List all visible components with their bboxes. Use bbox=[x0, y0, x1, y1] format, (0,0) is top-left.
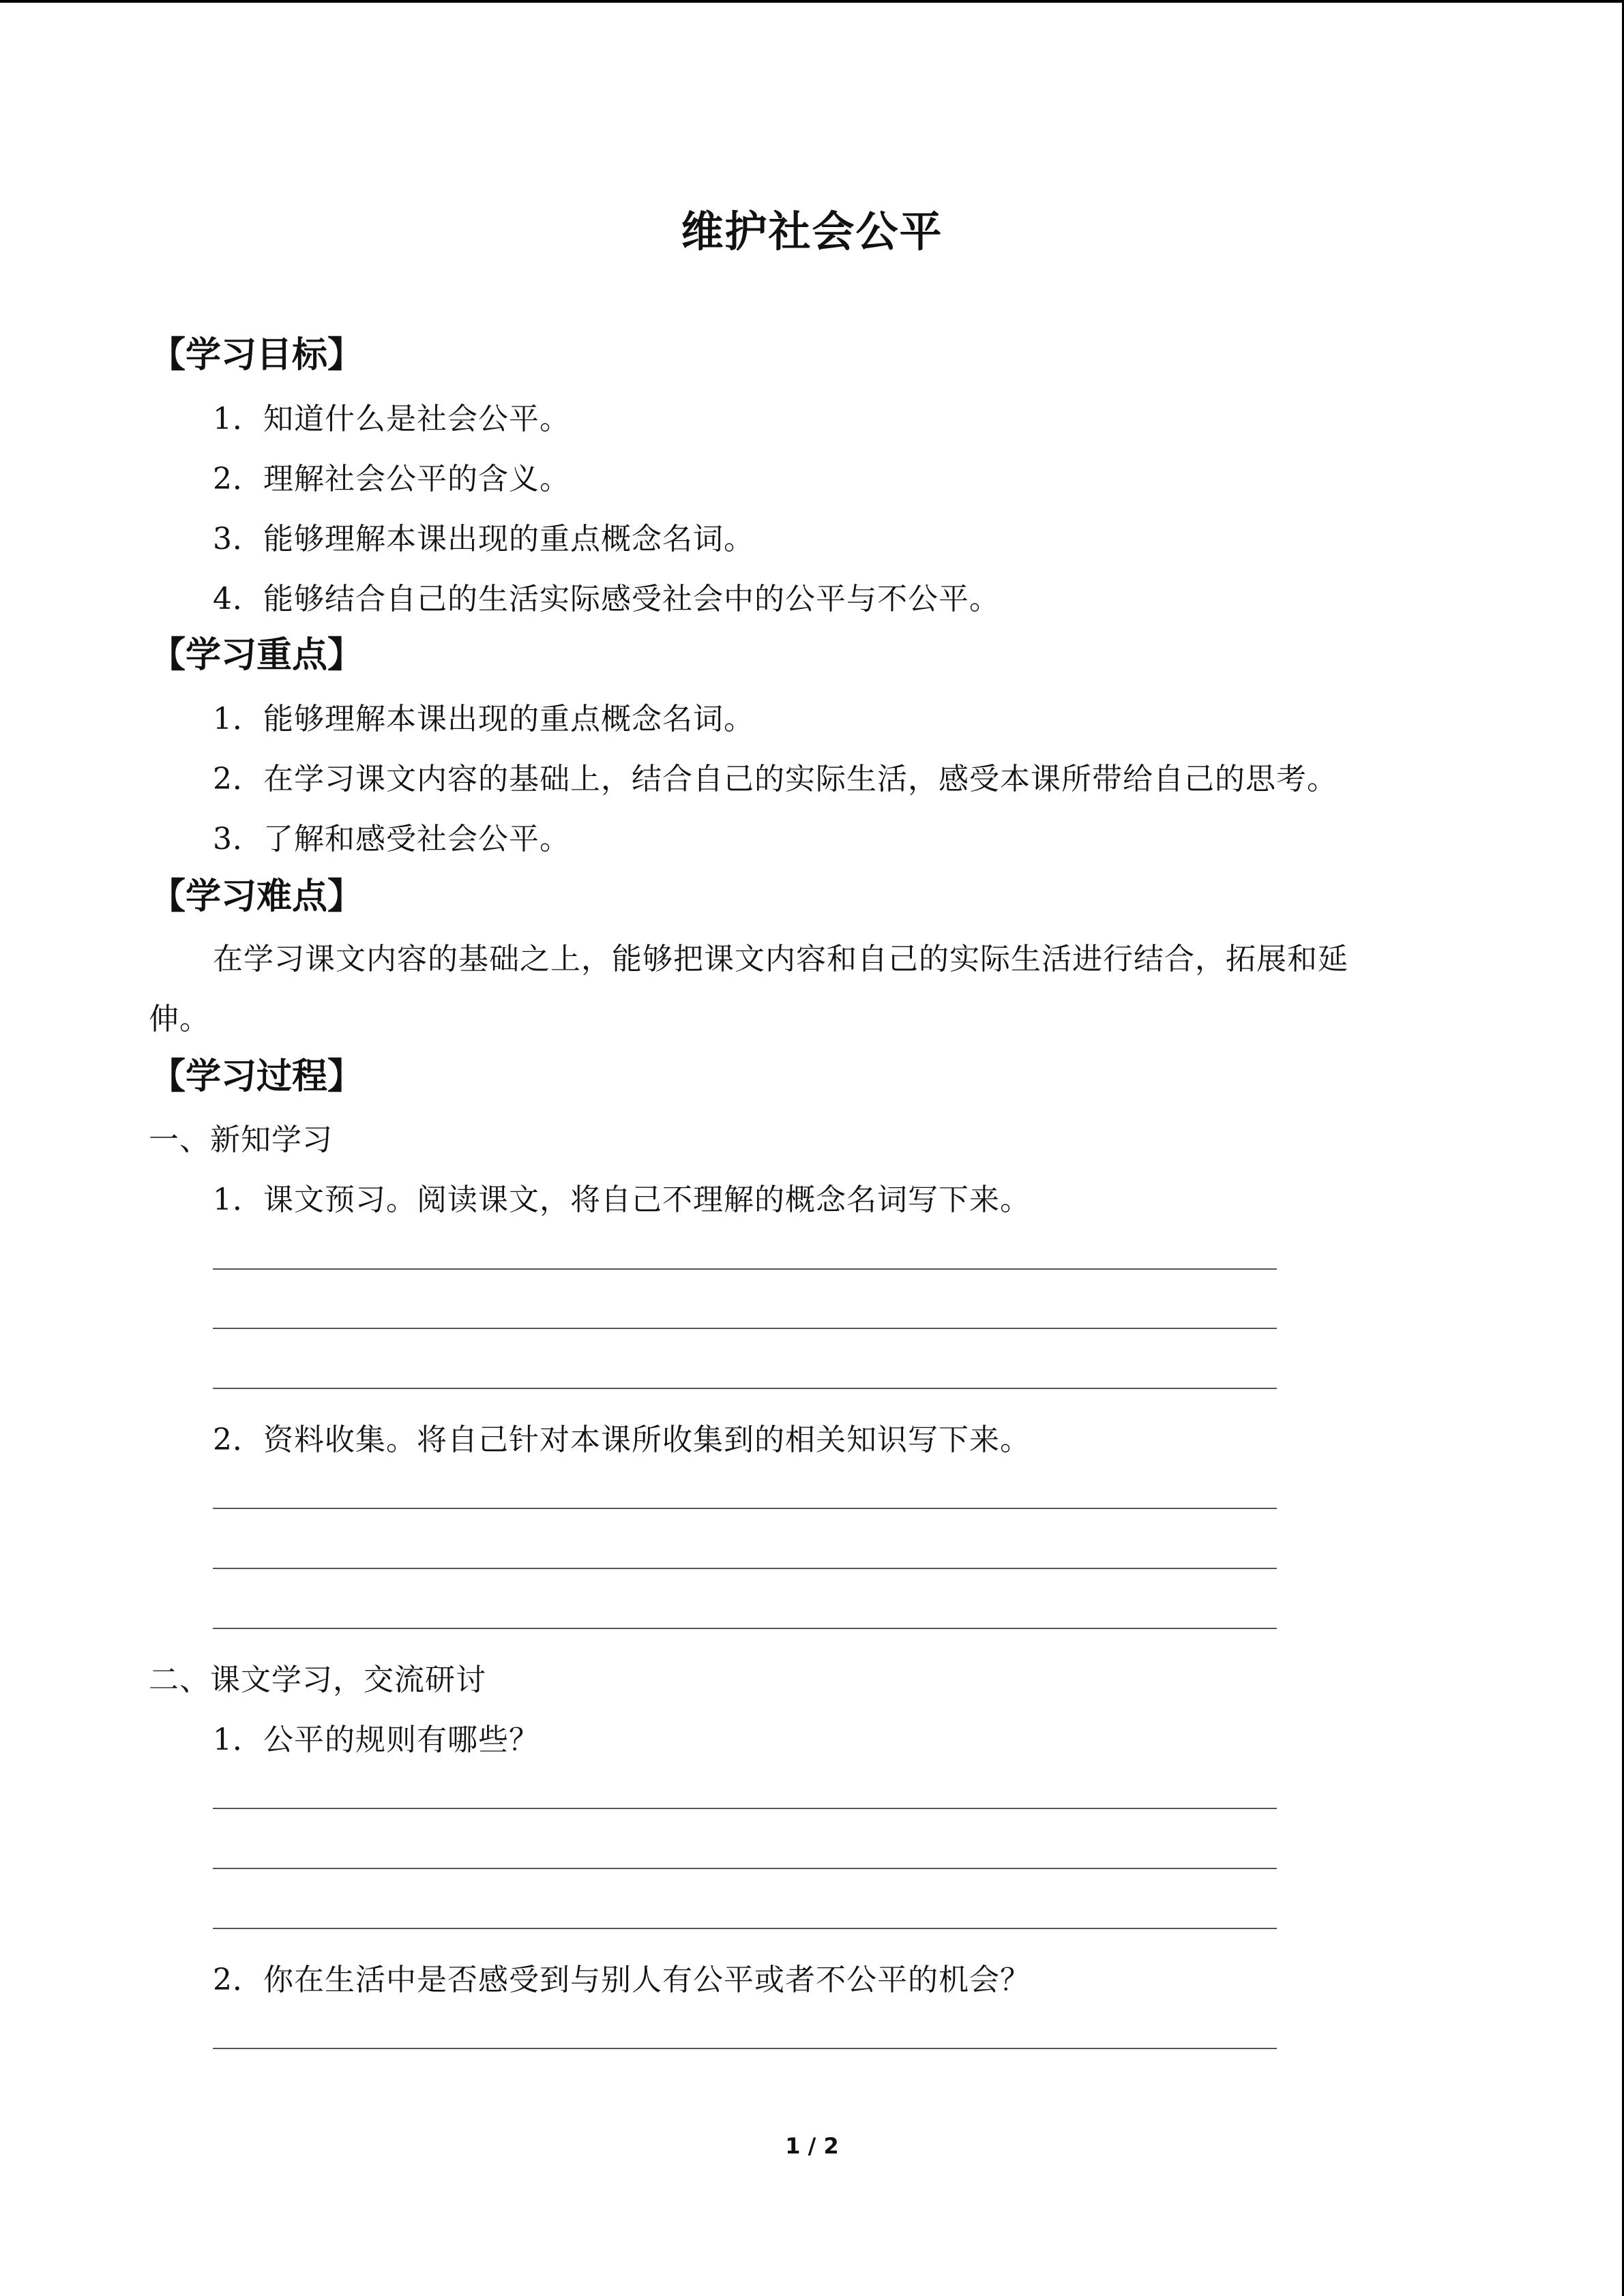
answer-blank-line[interactable] bbox=[213, 1868, 1277, 1869]
section-2-question-2: 2．你在生活中是否感受到与别人有公平或者不公平的机会？ bbox=[213, 1963, 1031, 1997]
goals-heading: 【学习目标】 bbox=[150, 335, 364, 376]
answer-blank-line[interactable] bbox=[213, 1328, 1277, 1329]
key-point-item-2: 2．在学习课文内容的基础上，结合自己的实际生活，感受本课所带给自己的思考。 bbox=[213, 762, 1338, 796]
answer-blank-line[interactable] bbox=[213, 1568, 1277, 1569]
goal-item-3: 3．能够理解本课出现的重点概念名词。 bbox=[213, 522, 754, 556]
answer-blank-line[interactable] bbox=[213, 1628, 1277, 1629]
goal-item-4: 4．能够结合自己的生活实际感受社会中的公平与不公平。 bbox=[213, 582, 1000, 616]
answer-blank-line[interactable] bbox=[213, 1388, 1277, 1389]
document-title: 维护社会公平 bbox=[681, 207, 943, 256]
page-top-border bbox=[0, 0, 1624, 3]
section-1-question-2: 2．资料收集。将自己针对本课所收集到的相关知识写下来。 bbox=[213, 1422, 1031, 1457]
section-2-title: 二、课文学习，交流研讨 bbox=[149, 1663, 486, 1697]
answer-blank-line[interactable] bbox=[213, 1808, 1277, 1809]
answer-blank-line[interactable] bbox=[213, 1928, 1277, 1929]
section-2-question-1: 1．公平的规则有哪些？ bbox=[213, 1723, 540, 1757]
difficulties-text-line-2: 伸。 bbox=[149, 1002, 210, 1037]
difficulties-heading: 【学习难点】 bbox=[150, 876, 364, 917]
answer-blank-line[interactable] bbox=[213, 1508, 1277, 1509]
page-number: 1 / 2 bbox=[785, 2133, 839, 2159]
difficulties-text-line-1: 在学习课文内容的基础之上，能够把课文内容和自己的实际生活进行结合，拓展和延 bbox=[213, 942, 1348, 976]
key-points-heading: 【学习重点】 bbox=[150, 635, 364, 676]
goal-item-2: 2．理解社会公平的含义。 bbox=[213, 462, 570, 496]
process-heading: 【学习过程】 bbox=[150, 1056, 364, 1097]
goal-item-1: 1．知道什么是社会公平。 bbox=[213, 402, 570, 436]
section-1-question-1: 1．课文预习。阅读课文，将自己不理解的概念名词写下来。 bbox=[213, 1182, 1031, 1217]
answer-blank-line[interactable] bbox=[213, 1268, 1277, 1270]
section-1-title: 一、新知学习 bbox=[149, 1122, 333, 1157]
key-point-item-3: 3．了解和感受社会公平。 bbox=[213, 822, 570, 856]
answer-blank-line[interactable] bbox=[213, 2048, 1277, 2049]
key-point-item-1: 1．能够理解本课出现的重点概念名词。 bbox=[213, 702, 754, 736]
